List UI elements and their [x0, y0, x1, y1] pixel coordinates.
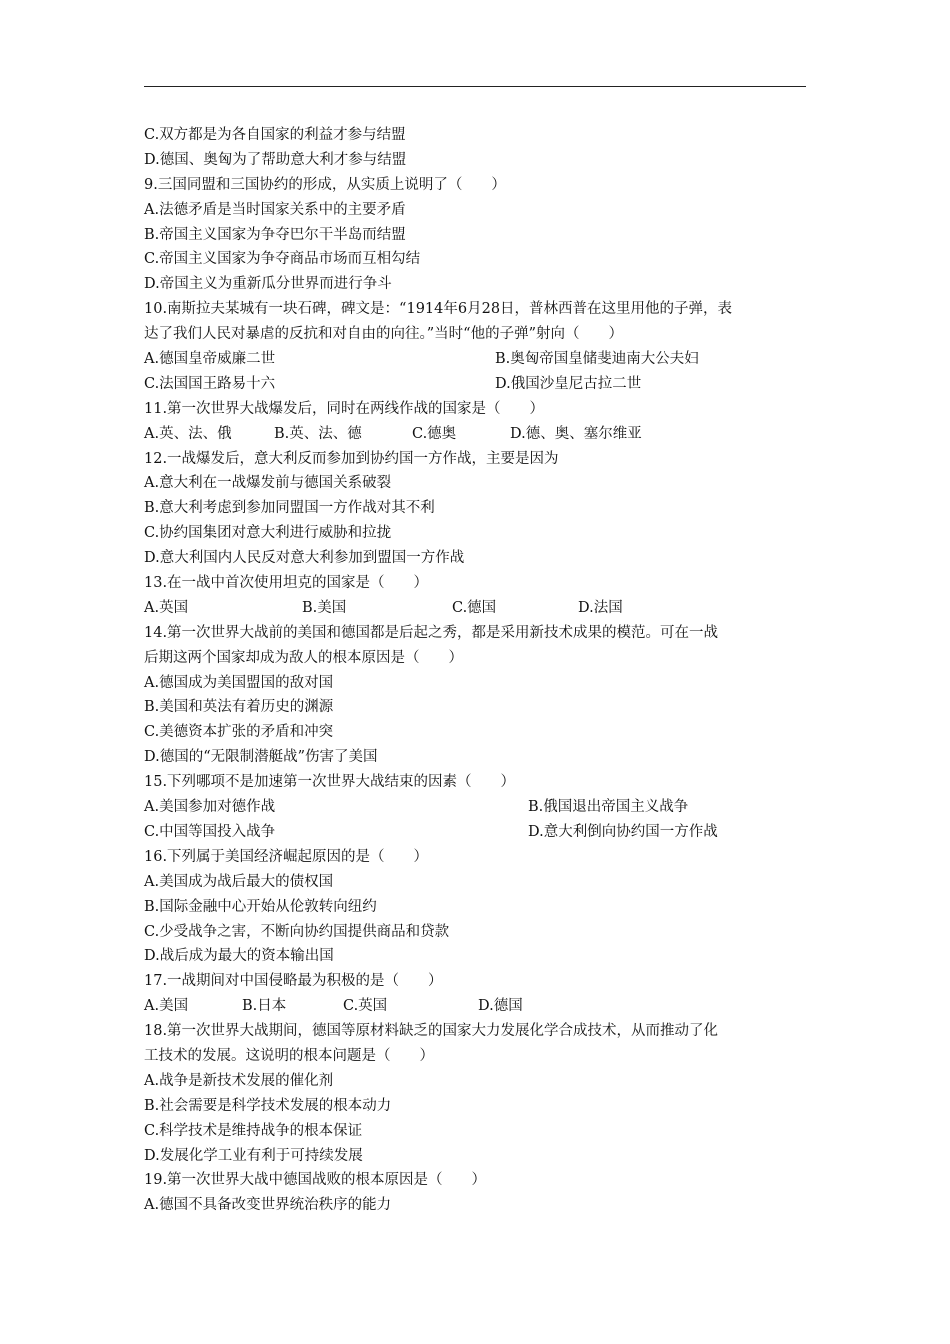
text-line: A.德国不具备改变世界统治秩序的能力 — [144, 1197, 392, 1214]
text-line: C.美德资本扩张的矛盾和冲突 — [144, 724, 334, 741]
text-line: C.协约国集团对意大利进行威胁和拉拢 — [144, 525, 392, 542]
option-text: B.俄国退出帝国主义战争 — [528, 799, 689, 816]
text-line: D.战后成为最大的资本输出国 — [144, 948, 334, 965]
option-text: A.英国 — [144, 599, 189, 616]
text-line: 11.第一次世界大战爆发后，同时在两线作战的国家是（ ） — [144, 400, 545, 417]
option-row — [144, 596, 814, 621]
option-text: A.英、法、俄 — [144, 425, 232, 442]
text-line: 工技术的发展。这说明的根本问题是（ ） — [144, 1047, 434, 1064]
text-line: 后期这两个国家却成为敌人的根本原因是（ ） — [144, 649, 463, 666]
text-line: C.科学技术是维持战争的根本保证 — [144, 1122, 363, 1139]
text-line: A.意大利在一战爆发前与德国关系破裂 — [144, 475, 392, 492]
option-text: D.俄国沙皇尼古拉二世 — [495, 375, 642, 392]
option-row — [144, 994, 814, 1019]
text-line: C.双方都是为各自国家的利益才参与结盟 — [144, 127, 406, 143]
text-line: 14.第一次世界大战前的美国和德国都是后起之秀，都是采用新技术成果的模范。可在一战 — [144, 624, 719, 641]
option-text: C.英国 — [343, 998, 388, 1015]
option-text: B.美国 — [302, 599, 347, 616]
option-text: C.德国 — [452, 599, 497, 616]
text-line: D.发展化学工业有利于可持续发展 — [144, 1147, 363, 1164]
text-line: 18.第一次世界大战期间，德国等原材料缺乏的国家大力发展化学合成技术，从而推动了化 — [144, 1023, 719, 1040]
option-text: D.意大利倒向协约国一方作战 — [528, 823, 718, 840]
option-text: B.英、法、德 — [274, 425, 362, 442]
text-line: D.帝国主义为重新瓜分世界而进行争斗 — [144, 276, 392, 293]
option-text: D.德、奥、塞尔维亚 — [510, 425, 642, 442]
text-line: D.意大利国内人民反对意大利参加到盟国一方作战 — [144, 550, 465, 567]
document-body — [144, 123, 814, 1218]
text-line: 19.第一次世界大战中德国战败的根本原因是（ ） — [144, 1172, 487, 1189]
text-line: 13.在一战中首次使用坦克的国家是（ ） — [144, 575, 429, 592]
text-line: A.美国成为战后最大的债权国 — [144, 873, 334, 890]
text-line: 10.南斯拉夫某城有一块石碑，碑文是：“1914年6月28日，普林西普在这里用他的子弹，表 — [144, 301, 733, 318]
text-line: B.意大利考虑到参加同盟国一方作战对其不利 — [144, 500, 435, 517]
option-text: A.美国参加对德作战 — [144, 799, 276, 816]
text-line: 15.下列哪项不是加速第一次世界大战结束的因素（ ） — [144, 774, 516, 791]
text-line: A.战争是新技术发展的催化剂 — [144, 1072, 334, 1089]
option-text: D.德国 — [478, 998, 523, 1015]
text-line: 17.一战期间对中国侵略最为积极的是（ ） — [144, 973, 443, 990]
text-line: C.少受战争之害，不断向协约国提供商品和贷款 — [144, 923, 450, 940]
text-line: B.帝国主义国家为争夺巴尔干半岛而结盟 — [144, 226, 406, 243]
option-text: B.日本 — [242, 998, 287, 1015]
text-line: A.法德矛盾是当时国家关系中的主要矛盾 — [144, 201, 406, 218]
option-text: D.法国 — [578, 599, 623, 616]
text-line: D.德国、奥匈为了帮助意大利才参与结盟 — [144, 151, 407, 168]
text-line: A.德国成为美国盟国的敌对国 — [144, 674, 334, 691]
option-row — [144, 372, 814, 397]
header-rule — [144, 86, 806, 87]
option-text: A.德国皇帝威廉二世 — [144, 351, 276, 368]
option-text: B.奥匈帝国皇储斐迪南大公夫妇 — [495, 351, 699, 368]
text-line: C.帝国主义国家为争夺商品市场而互相勾结 — [144, 251, 421, 268]
text-line: 达了我们人民对暴虐的反抗和对自由的向往。”当时“他的子弹”射向（ ） — [144, 326, 623, 343]
option-text: C.中国等国投入战争 — [144, 823, 276, 840]
option-text: C.德奥 — [412, 425, 457, 442]
option-row — [144, 422, 814, 447]
option-text: C.法国国王路易十六 — [144, 375, 276, 392]
text-line: B.国际金融中心开始从伦敦转向纽约 — [144, 898, 377, 915]
text-line: 16.下列属于美国经济崛起原因的是（ ） — [144, 848, 429, 865]
text-line: 9.三国同盟和三国协约的形成，从实质上说明了（ ） — [144, 176, 506, 193]
option-row — [144, 795, 814, 820]
option-row — [144, 820, 814, 845]
option-text: A.美国 — [144, 998, 189, 1015]
text-line: B.美国和英法有着历史的渊源 — [144, 699, 334, 716]
text-line: B.社会需要是科学技术发展的根本动力 — [144, 1097, 392, 1114]
option-row — [144, 347, 814, 372]
text-line: D.德国的“无限制潜艇战”伤害了美国 — [144, 749, 378, 766]
text-line: 12.一战爆发后，意大利反而参加到协约国一方作战，主要是因为 — [144, 450, 559, 467]
